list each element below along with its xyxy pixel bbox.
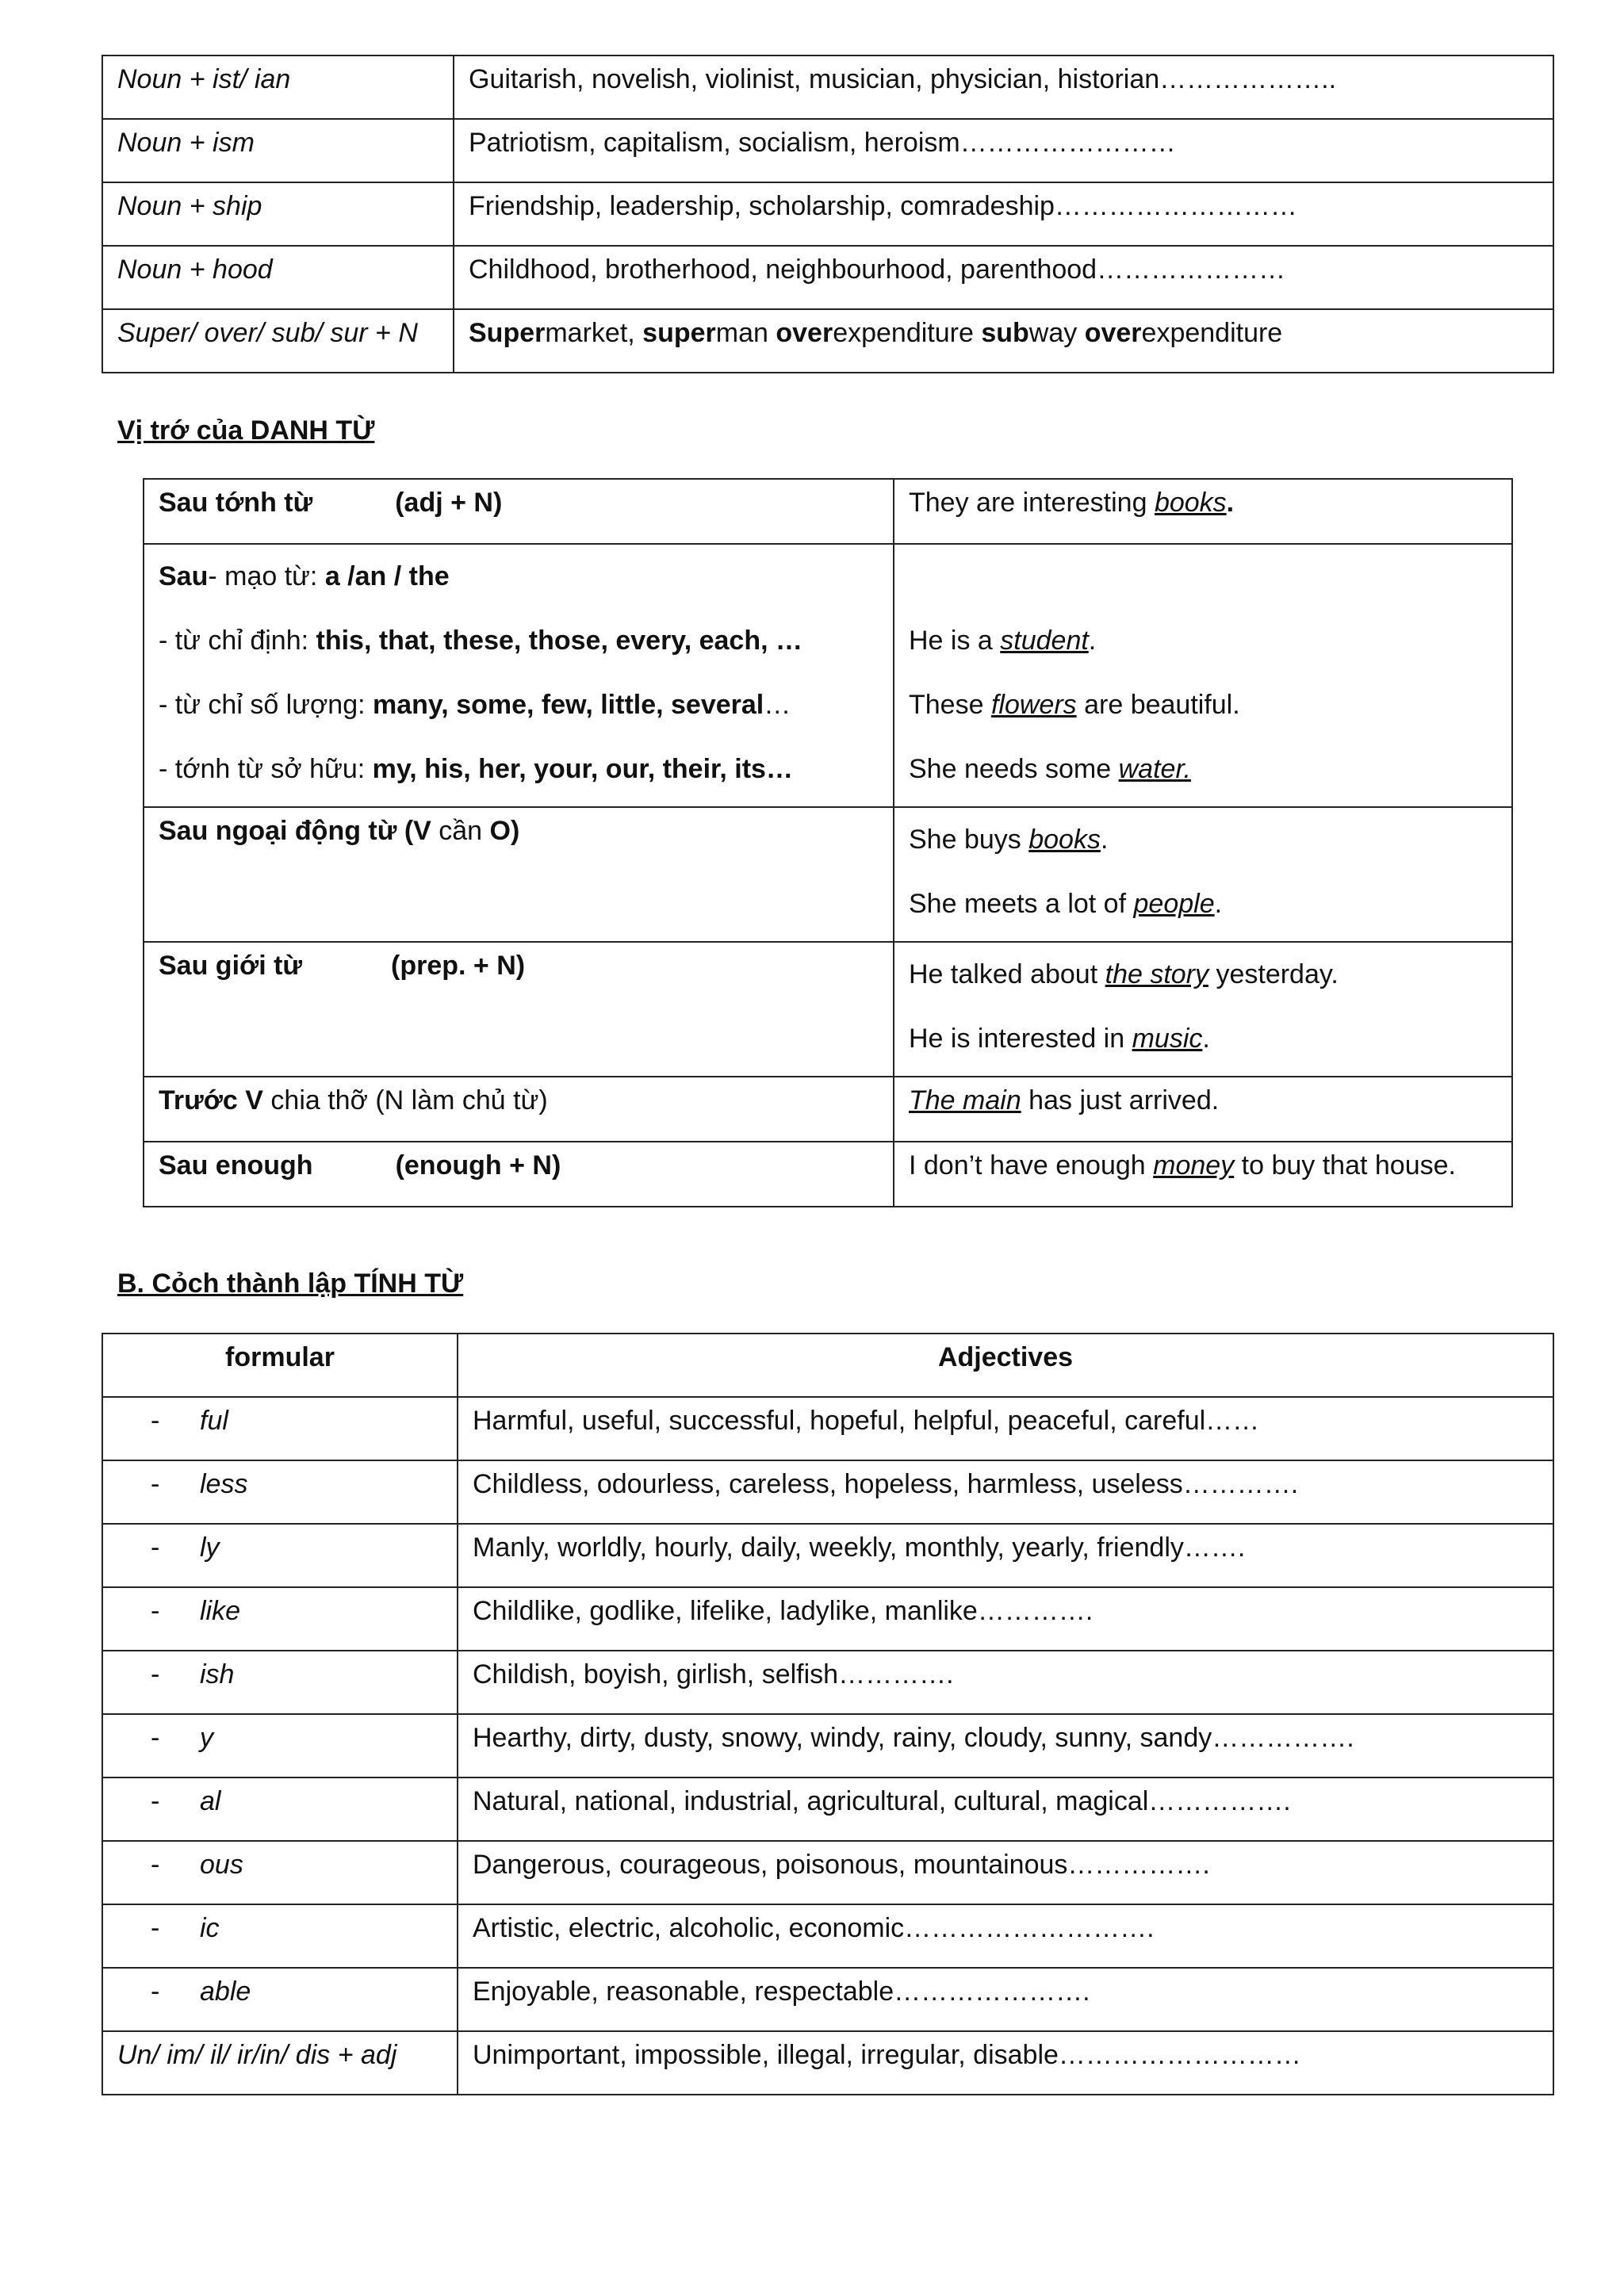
examples-cell: Guitarish, novelish, violinist, musician, physician, historian……………….. (454, 55, 1553, 119)
example-text: to buy that house. (1234, 1150, 1456, 1181)
example-cell (894, 807, 1512, 942)
adjective-heading: B. Cỏch thành lập TÍNH TỪ (117, 1269, 464, 1299)
rule-line (159, 673, 879, 737)
word-rest: expenditure (1141, 318, 1283, 348)
rule-words: many, some, few, little, several (373, 690, 764, 720)
suffix-cell (102, 1714, 458, 1777)
example-noun: the story (1105, 959, 1209, 989)
prefix-bold: over (1084, 318, 1142, 348)
word-rest: man (715, 318, 776, 348)
example-cell (894, 1077, 1512, 1142)
example-text: He is interested in (909, 1024, 1132, 1054)
examples-cell: Dangerous, courageous, poisonous, mountainous……………. (458, 1841, 1553, 1904)
table-row (144, 807, 1512, 942)
example-cell (894, 479, 1512, 544)
example-line (909, 872, 1497, 936)
bullet-dash: - (151, 1976, 160, 2007)
rule-line (159, 737, 879, 802)
prefix-bold: sub (981, 318, 1029, 348)
suffix-cell (102, 1587, 458, 1651)
examples-cell: Harmful, useful, successful, hopeful, helpful, peaceful, careful…… (458, 1397, 1553, 1460)
rule-cell (144, 1077, 894, 1142)
suffix-text: ic (200, 1913, 220, 1943)
rule-words: my, his, her, your, our, their, its… (372, 754, 793, 784)
examples-cell: Friendship, leadership, scholarship, comradeship……………………… (454, 182, 1553, 246)
example-line (909, 609, 1497, 673)
table-row (102, 1714, 1553, 1777)
examples-cell: Childhood, brotherhood, neighbourhood, parenthood………………… (454, 246, 1553, 309)
rule-text: - tớnh từ sở hữu: (159, 754, 373, 784)
rule-text: cần (439, 816, 490, 846)
example-line (909, 808, 1497, 872)
bullet-dash: - (151, 1469, 160, 1499)
table-row (102, 1460, 1553, 1524)
table-row (102, 1841, 1553, 1904)
example-noun: people (1133, 889, 1215, 919)
noun-suffix-table (102, 55, 1554, 373)
example-noun: flowers (990, 690, 1077, 720)
bullet-dash: - (151, 1533, 160, 1563)
suffix-text: like (200, 1596, 241, 1626)
table-row (102, 1904, 1553, 1968)
rule-cell (144, 1142, 894, 1207)
table-row (102, 1524, 1553, 1587)
example-noun: books (1028, 825, 1101, 855)
table-row (102, 1777, 1553, 1841)
table-row (102, 1968, 1553, 2031)
noun-position-table (143, 478, 1513, 1207)
suffix-text: less (200, 1469, 248, 1499)
example-noun: student (1000, 626, 1089, 656)
example-cell (894, 942, 1512, 1077)
word-rest: market, (545, 318, 643, 348)
rule-cell (144, 807, 894, 942)
example-line (909, 673, 1497, 737)
rule-text: - từ chỉ định: (159, 626, 316, 656)
table-row (102, 309, 1553, 373)
examples-cell: Artistic, electric, alcoholic, economic………………………. (458, 1904, 1553, 1968)
suffix-cell (102, 1777, 458, 1841)
examples-cell: Enjoyable, reasonable, respectable…………………. (458, 1968, 1553, 2031)
example-text: She meets a lot of (909, 889, 1134, 919)
formula-cell: Un/ im/ il/ ir/in/ dis + adj (102, 2031, 458, 2095)
rule-label: Sau tớnh từ (159, 488, 313, 518)
example-text: . (1226, 488, 1235, 518)
rule-formula: (enough + N) (395, 1150, 561, 1181)
formula-cell: Noun + ism (102, 119, 454, 182)
rule-label: Sau ngoại động từ (V (159, 816, 439, 846)
suffix-cell (102, 1968, 458, 2031)
examples-cell: Patriotism, capitalism, socialism, heroism…………………… (454, 119, 1553, 182)
rule-cell (144, 479, 894, 544)
example-line (909, 1007, 1497, 1071)
examples-cell: Natural, national, industrial, agricultural, cultural, magical……………. (458, 1777, 1553, 1841)
example-text: These (909, 690, 991, 720)
bullet-dash: - (151, 1786, 160, 1816)
example-text: I don’t have enough (909, 1150, 1154, 1181)
rule-line (159, 545, 879, 609)
rule-words: this, that, these, those, every, each, … (316, 626, 802, 656)
suffix-text: ly (200, 1533, 220, 1563)
table-row (144, 1142, 1512, 1207)
example-cell (894, 1142, 1512, 1207)
example-cell (894, 544, 1512, 807)
header-adjectives: Adjectives (458, 1334, 1553, 1397)
examples-cell: Manly, worldly, hourly, daily, weekly, monthly, yearly, friendly……. (458, 1524, 1553, 1587)
example-text: are beautiful. (1076, 690, 1240, 720)
suffix-cell (102, 1651, 458, 1714)
suffix-cell (102, 1397, 458, 1460)
table-row (102, 55, 1553, 119)
formula-cell: Noun + ship (102, 182, 454, 246)
suffix-text: ous (200, 1850, 243, 1880)
rule-text: - mạo từ: (208, 561, 325, 591)
example-noun: books (1154, 488, 1227, 518)
table-row (102, 119, 1553, 182)
table-row (102, 2031, 1553, 2095)
examples-cell (454, 309, 1553, 373)
formula-cell: Noun + ist/ ian (102, 55, 454, 119)
word-rest: expenditure (833, 318, 982, 348)
table-row (102, 182, 1553, 246)
bullet-dash: - (151, 1406, 160, 1436)
header-formula: formular (102, 1334, 458, 1397)
table-row (144, 479, 1512, 544)
rule-label: O) (489, 816, 520, 846)
suffix-cell (102, 1904, 458, 1968)
rule-line (159, 609, 879, 673)
noun-position-heading: Vị trớ của DANH TỪ (117, 415, 375, 446)
rule-text: chia thỡ (N làm chủ từ) (270, 1085, 548, 1115)
prefix-bold: Super (469, 318, 546, 348)
example-text: She needs some (909, 754, 1119, 784)
rule-label: Sau (159, 561, 209, 591)
rule-label: Sau giới từ (159, 951, 303, 981)
rule-formula: (adj + N) (395, 488, 503, 518)
example-noun: The main (909, 1085, 1021, 1115)
adjective-table (102, 1333, 1554, 2095)
table-row (102, 1651, 1553, 1714)
example-text: . (1202, 1024, 1210, 1054)
example-line (909, 943, 1497, 1007)
table-row (102, 1334, 1553, 1397)
example-text: . (1088, 626, 1097, 656)
suffix-text: al (200, 1786, 221, 1816)
rule-words: a /an / the (324, 561, 450, 591)
example-noun: water. (1118, 754, 1191, 784)
suffix-text: ish (200, 1659, 235, 1689)
suffix-text: able (200, 1976, 251, 2007)
table-row (102, 1397, 1553, 1460)
prefix-bold: over (776, 318, 833, 348)
example-text: yesterday. (1208, 959, 1339, 989)
table-row (102, 1587, 1553, 1651)
examples-cell: Childish, boyish, girlish, selfish…………. (458, 1651, 1553, 1714)
bullet-dash: - (151, 1850, 160, 1880)
suffix-cell (102, 1841, 458, 1904)
rule-cell (144, 942, 894, 1077)
example-text: They are interesting (909, 488, 1155, 518)
table-row (144, 544, 1512, 807)
formula-cell: Noun + hood (102, 246, 454, 309)
table-row (144, 1077, 1512, 1142)
example-text: He is a (909, 626, 1001, 656)
example-text: He talked about (909, 959, 1105, 989)
rule-text: - từ chỉ số lượng: (159, 690, 373, 720)
rule-text: … (764, 690, 791, 720)
example-text: . (1100, 825, 1109, 855)
suffix-cell (102, 1524, 458, 1587)
suffix-text: ful (200, 1406, 228, 1436)
bullet-dash: - (151, 1596, 160, 1626)
rule-label: Trước V (159, 1085, 271, 1115)
examples-cell: Hearthy, dirty, dusty, snowy, windy, rainy, cloudy, sunny, sandy……………. (458, 1714, 1553, 1777)
word-rest: way (1028, 318, 1085, 348)
table-row (102, 246, 1553, 309)
rule-formula: (prep. + N) (391, 951, 526, 981)
bullet-dash: - (151, 1723, 160, 1753)
example-line (909, 737, 1497, 802)
example-text: has just arrived. (1021, 1085, 1220, 1115)
rule-cell (144, 544, 894, 807)
example-noun: money (1153, 1150, 1235, 1181)
examples-cell: Childless, odourless, careless, hopeless, harmless, useless…………. (458, 1460, 1553, 1524)
suffix-text: y (200, 1723, 213, 1753)
example-noun: music (1132, 1024, 1203, 1054)
example-text: She buys (909, 825, 1029, 855)
rule-label: Sau enough (159, 1150, 313, 1181)
prefix-bold: super (642, 318, 716, 348)
suffix-cell (102, 1460, 458, 1524)
table-row (144, 942, 1512, 1077)
examples-cell: Childlike, godlike, lifelike, ladylike, manlike…………. (458, 1587, 1553, 1651)
bullet-dash: - (151, 1659, 160, 1689)
formula-cell: Super/ over/ sub/ sur + N (102, 309, 454, 373)
example-text: . (1214, 889, 1223, 919)
examples-cell: Unimportant, impossible, illegal, irregular, disable……………………… (458, 2031, 1553, 2095)
bullet-dash: - (151, 1913, 160, 1943)
